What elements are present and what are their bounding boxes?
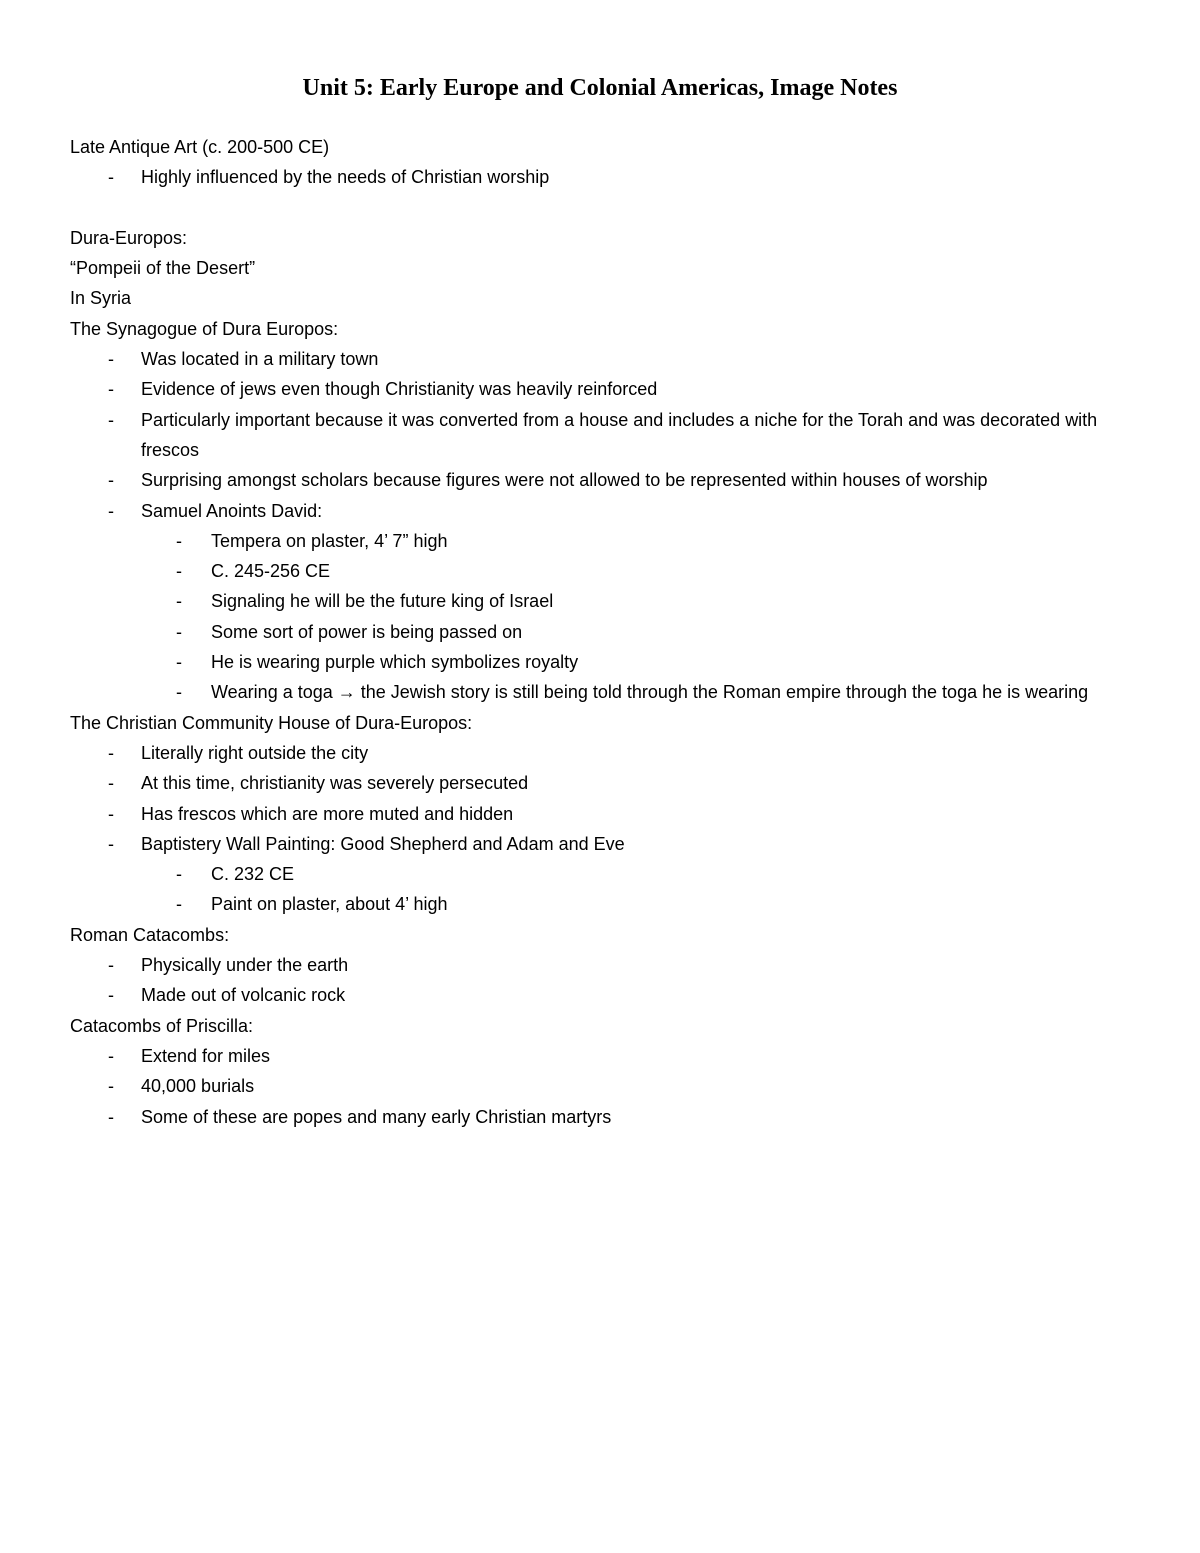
- list-item: [70, 799, 1130, 829]
- heading-catacombs-of-priscilla: Catacombs of Priscilla:: [70, 1015, 254, 1036]
- sub-list-item: [70, 526, 1130, 556]
- bullet-dash: -: [108, 409, 114, 430]
- bullet-dash: -: [176, 561, 182, 582]
- list-item-text: Some of these are popes and many early Christian martyrs: [141, 1106, 612, 1127]
- list-item-text: He is wearing purple which symbolizes royalty: [211, 652, 579, 673]
- bullet-dash: -: [108, 1045, 114, 1066]
- list-item-text: Samuel Anoints David:: [141, 500, 323, 521]
- document-title: Unit 5: Early Europe and Colonial Americas, Image Notes: [302, 75, 898, 101]
- list-item-text: C. 245-256 CE: [211, 561, 331, 582]
- sub-list-item: [70, 889, 1130, 919]
- list-item: [70, 374, 1130, 404]
- bullet-dash: -: [108, 379, 114, 400]
- list-item: [70, 465, 1130, 495]
- bullet-dash: -: [176, 621, 182, 642]
- list-item-text: Evidence of jews even though Christianity was heavily reinforced: [141, 379, 658, 400]
- dura-location: In Syria: [70, 288, 132, 309]
- sub-list-item: [70, 859, 1130, 889]
- list-item-text: Highly influenced by the needs of Christian worship: [141, 167, 550, 188]
- bullet-dash: -: [176, 530, 182, 551]
- heading-roman-catacombs: Roman Catacombs:: [70, 924, 230, 945]
- bullet-dash: -: [108, 167, 114, 188]
- bullet-dash: -: [108, 470, 114, 491]
- sub-list-item: [70, 677, 1130, 707]
- bullet-dash: -: [108, 803, 114, 824]
- list-item: [70, 829, 1130, 859]
- list-item-text: Extend for miles: [141, 1045, 271, 1066]
- bullet-dash: -: [108, 500, 114, 521]
- list-item-text: Was located in a military town: [141, 349, 379, 370]
- heading-synagogue: The Synagogue of Dura Europos:: [70, 318, 339, 339]
- bullet-dash: -: [176, 591, 182, 612]
- list-item-text: 40,000 burials: [141, 1076, 255, 1097]
- list-item-text: Some sort of power is being passed on: [211, 621, 523, 642]
- bullet-dash: -: [108, 773, 114, 794]
- list-item-text: Tempera on plaster, 4’ 7” high: [211, 530, 448, 551]
- sub-list-item: [70, 556, 1130, 586]
- list-item-text: Wearing a toga → the Jewish story is still being told through the Roman empire through the toga he is wearing: [211, 682, 1089, 703]
- list-item-text: Made out of volcanic rock: [141, 985, 346, 1006]
- bullet-dash: -: [176, 652, 182, 673]
- heading-dura-europos: Dura-Europos:: [70, 227, 188, 248]
- list-item-text: Literally right outside the city: [141, 742, 369, 763]
- list-item: [70, 344, 1130, 374]
- list-item-text: Physically under the earth: [141, 955, 349, 976]
- list-item: [70, 980, 1130, 1010]
- list-item-text: Paint on plaster, about 4’ high: [211, 894, 448, 915]
- sub-list-item: [70, 647, 1130, 677]
- list-item: [70, 1102, 1130, 1132]
- bullet-dash: -: [176, 894, 182, 915]
- list-item: [70, 1041, 1130, 1071]
- list-item-text: Signaling he will be the future king of Israel: [211, 591, 554, 612]
- bullet-dash: -: [108, 1106, 114, 1127]
- heading-christian-community-house: The Christian Community House of Dura-Europos:: [70, 712, 473, 733]
- bullet-dash: -: [108, 742, 114, 763]
- bullet-dash: -: [108, 349, 114, 370]
- bullet-dash: -: [108, 955, 114, 976]
- list-item: [70, 496, 1130, 526]
- list-item-text: Baptistery Wall Painting: Good Shepherd and Adam and Eve: [141, 833, 625, 854]
- bullet-dash: -: [108, 1076, 114, 1097]
- bullet-dash: -: [108, 985, 114, 1006]
- list-item-text: At this time, christianity was severely persecuted: [141, 773, 529, 794]
- bullet-dash: -: [176, 682, 182, 703]
- sub-list-item: [70, 586, 1130, 616]
- list-item: [70, 405, 1130, 466]
- sub-list-item: [70, 617, 1130, 647]
- list-item: [70, 1071, 1130, 1101]
- list-item: [70, 768, 1130, 798]
- list-item-text: Surprising amongst scholars because figures were not allowed to be represented within houses of worship: [141, 470, 988, 491]
- blank-line: [70, 193, 1130, 223]
- list-item-text: Has frescos which are more muted and hidden: [141, 803, 514, 824]
- list-item: [70, 162, 1130, 192]
- list-item: [70, 950, 1130, 980]
- bullet-dash: -: [108, 833, 114, 854]
- heading-late-antique-art: Late Antique Art (c. 200-500 CE): [70, 137, 330, 157]
- document-body: [70, 132, 1130, 1132]
- list-item-text: Particularly important because it was converted from a house and includes a niche for the Torah and was decorated with frescos: [141, 409, 1098, 460]
- dura-nickname: “Pompeii of the Desert”: [70, 258, 256, 279]
- bullet-dash: -: [176, 864, 182, 885]
- list-item-text: C. 232 CE: [211, 864, 295, 885]
- list-item: [70, 738, 1130, 768]
